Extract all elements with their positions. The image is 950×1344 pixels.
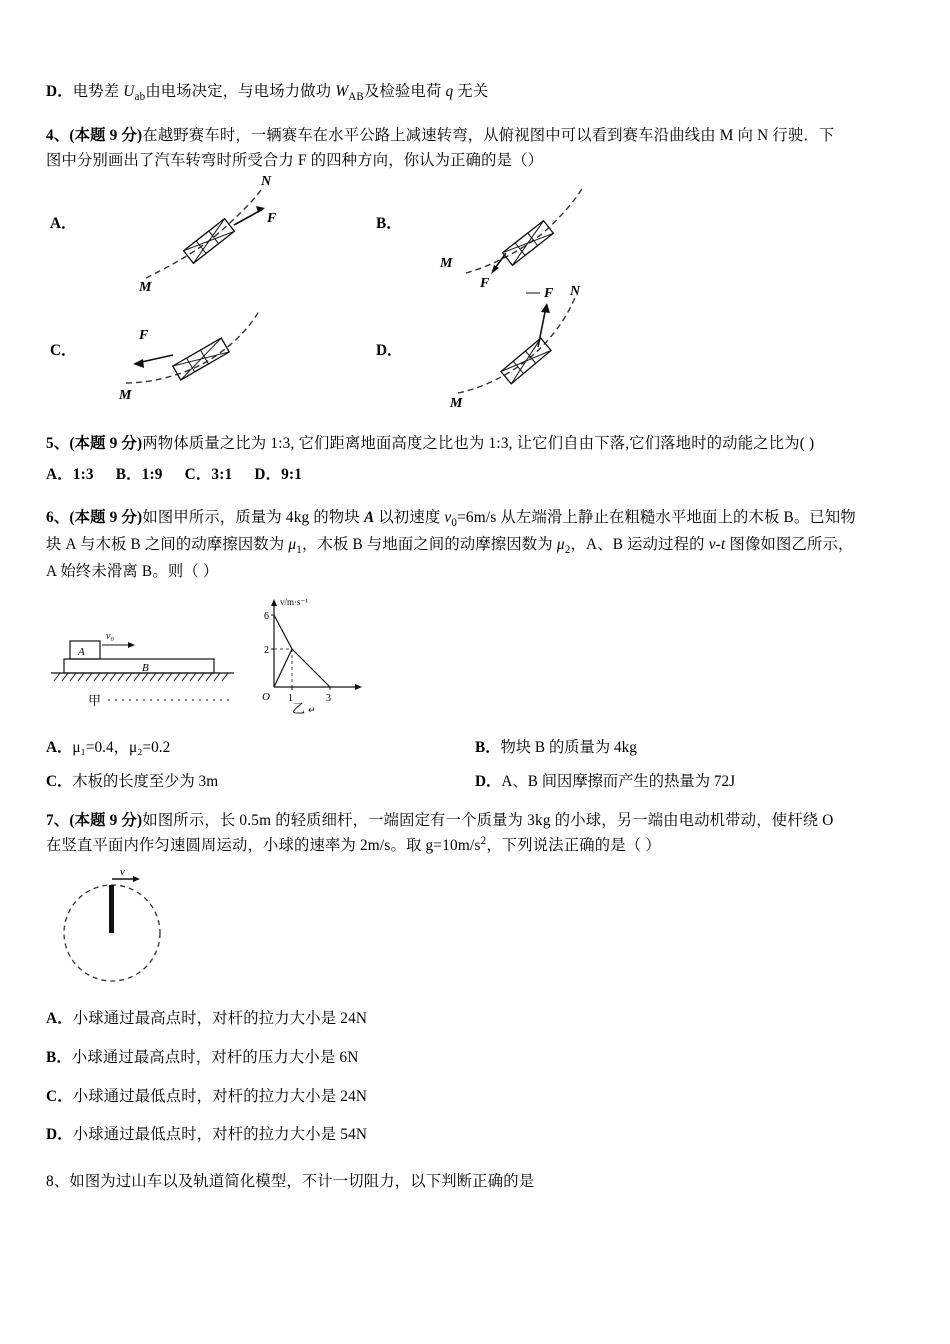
figure-board-label: B [142,661,149,674]
symbol-mu2-sub: 2 [564,543,571,556]
question-6-number: 6、 [46,508,70,526]
question-6-text-1b: 以初速度 [374,508,445,526]
question-5-stem [46,432,904,457]
option-a-label-wrap [50,211,76,233]
question-6-options-row1 [46,735,904,757]
symbol-v0-sub: 0 [451,517,458,529]
question-4-text-2: 图中分别画出了汽车转弯时所受合力 F 的四种方向，你认为正确的是（） [46,151,544,169]
question-4-stem-line1 [46,124,904,149]
question-7-number: 7、 [46,811,70,829]
question-6-option-d-label: D． [475,772,502,790]
figure-caption-right: 乙 [292,700,306,716]
option-d-label-wrap [376,338,402,360]
option-b-label: B． [376,215,402,233]
symbol-w: W [335,83,349,100]
car-turn-a-diagram [91,173,321,303]
mark-n-d: N [570,284,581,300]
question-7-text-sup: 2 [480,835,487,848]
question-7-option-b [46,1046,904,1071]
figure-velocity-label: v [120,869,125,879]
question-7-option-a-text: 小球通过最高点时，对杆的拉力大小是 24N [72,1010,368,1028]
option-c-label-wrap [50,338,76,360]
option-d-text-b: 由电场决定，与电场力做功 [145,83,336,100]
question-5-number: 5、 [46,435,70,453]
question-4-figures [46,174,904,412]
question-6-text-2a: 块 A 与木板 B 之间的动摩擦因数为 [46,535,289,553]
mark-m-a: M [139,280,152,296]
question-6-score: (本题 9 分) [69,508,143,526]
question-7-options [46,1007,904,1148]
question-6-stem-line1 [46,506,904,533]
mark-n-a: N [261,174,272,190]
mark-m-c: M [119,388,132,404]
mark-m-b: M [440,256,453,272]
question-7-option-d [46,1123,904,1148]
graph-x-tick-3: 3 [326,692,331,704]
symbol-q: q [445,83,454,100]
question-4-score: (本题 9 分) [69,126,143,144]
figure-block-label: A [78,645,85,658]
question-6-option-d [475,769,904,791]
question-6-stem-line2 [46,533,904,560]
question-6-text-2c: ，A、B 运动过程的 [570,535,709,553]
symbol-u-sub: ab [134,91,146,104]
question-6-text-2b: ，木板 B 与地面之间的动摩擦因数为 [301,535,557,553]
vertical-circle-rod-diagram [54,869,234,997]
question-7-score: (本题 9 分) [69,811,143,829]
question-6-text-2d: 图像如图乙所示， [725,535,854,553]
question-5-option-d: D．9:1 [254,466,303,484]
question-7-text-1: 如图所示，长 0.5m 的轻质细杆，一端固定有一个质量为 3kg 的小球，另一端由电动机带动，使杆绕 O [142,811,834,829]
question-5-options [46,463,904,488]
symbol-mu1: μ [288,535,297,553]
graph-y-axis-label: v/m·s⁻¹ [280,596,308,607]
question-6-option-c-label: C． [46,772,73,790]
car-turn-c-diagram [91,301,331,411]
option-d-previous [46,80,904,107]
question-7-text-2b: ，下列说法正确的是（ ） [486,837,661,855]
question-5-option-a: A．1:3 [46,466,94,484]
graph-origin-label: O [262,690,270,703]
question-6-text-1a: 如图甲所示，质量为 4kg 的物块 [142,508,364,526]
question-6-options-row2 [46,769,904,791]
option-d4-label: D． [376,342,403,360]
question-7-text-2a: 在竖直平面内作匀速圆周运动，小球的速率为 2m/s。取 g=10m/s [46,837,481,855]
question-7-option-d-label: D． [46,1126,73,1144]
symbol-u: U [123,83,135,100]
question-6-stem-line3 [46,560,904,585]
question-6-option-a [46,735,475,757]
question-5-option-b: B．1:9 [115,466,163,484]
question-7-option-c-label: C． [46,1087,73,1105]
question-6-text-1c: =6m/s 从左端滑上静止在粗糙水平地面上的木板 B。已知物 [457,508,856,526]
symbol-v0: v [444,508,452,526]
question-7-option-a [46,1007,904,1032]
question-8-stem [46,1170,904,1195]
figure-caption-mark: ↵ [308,704,316,715]
question-6-option-b-text: 物块 B 的质量为 4kg [500,738,637,756]
question-7-stem-line2 [46,833,904,859]
question-7-option-b-text: 小球通过最高点时，对杆的压力大小是 6N [71,1048,359,1066]
question-6-option-b [475,735,904,757]
symbol-A: A [363,508,375,526]
mark-f-b: F [480,276,490,292]
question-6-figure [46,591,904,723]
symbol-mu1-sub: 1 [296,543,302,556]
option-d-text-a: 电势差 [72,83,124,100]
option-c-label: C． [50,342,77,360]
question-6-option-a-text: μ₁=0.4，μ₂=0.2 [72,738,171,756]
question-7-option-b-label: B． [46,1048,72,1066]
question-7-option-c [46,1085,904,1110]
option-b-label-wrap [376,211,402,233]
symbol-vt: v-t [708,535,726,553]
velocity-time-graph [242,591,442,719]
symbol-mu2: μ [556,535,565,553]
question-6-option-c-text: 木板的长度至少为 3m [72,772,219,790]
page-content [46,80,904,1195]
question-7-option-a-label: A． [46,1010,73,1028]
question-6-option-c [46,769,475,791]
question-7-option-c-text: 小球通过最低点时，对杆的拉力大小是 24N [72,1087,368,1105]
graph-y-tick-2: 2 [264,644,269,656]
figure-v0-label: v₀ [106,630,114,642]
mark-f-c: F [139,328,149,344]
symbol-w-sub: AB [348,91,364,104]
question-5-option-c: C．3:1 [184,466,233,484]
question-7-stem-line1 [46,809,904,834]
graph-y-tick-6: 6 [264,610,269,622]
question-4-number: 4、 [46,126,70,144]
mark-m-d: M [450,396,463,412]
question-6-text-3: A 始终未滑离 B。则（ ） [46,562,219,580]
option-d-label: D． [46,83,73,100]
question-7-option-d-text: 小球通过最低点时，对杆的拉力大小是 54N [72,1126,368,1144]
question-8-number: 8、 [46,1173,70,1191]
option-a-label: A． [50,215,77,233]
question-7-figure [46,865,904,993]
option-d-text-d: 无关 [453,83,489,100]
mark-f-a: F [267,211,277,227]
question-6-option-d-text: A、B 间因摩擦而产生的热量为 72J [501,772,736,790]
question-4-stem-line2 [46,149,904,174]
figure-caption-left: 甲 [88,692,102,708]
option-d-text-c: 及检验电荷 [363,83,446,100]
graph-x-tick-1: 1 [288,692,293,704]
question-6-option-a-label: A． [46,738,73,756]
car-turn-d-diagram [418,281,658,411]
question-4-text-1: 在越野赛车时，一辆赛车在水平公路上减速转弯，从俯视图中可以看到赛车沿曲线由 M 向 N 行驶．下 [142,126,835,144]
question-5-text: 两物体质量之比为 1:3, 它们距离地面高度之比也为 1:3, 让它们自由下落,它们落地时的动能之比为( ) [142,435,815,453]
mark-f-d: F [544,286,554,302]
question-5-score: (本题 9 分) [69,435,143,453]
question-6-option-b-label: B． [475,738,501,756]
question-8-text: 如图为过山车以及轨道简化模型，不计一切阻力，以下判断正确的是 [69,1173,535,1191]
